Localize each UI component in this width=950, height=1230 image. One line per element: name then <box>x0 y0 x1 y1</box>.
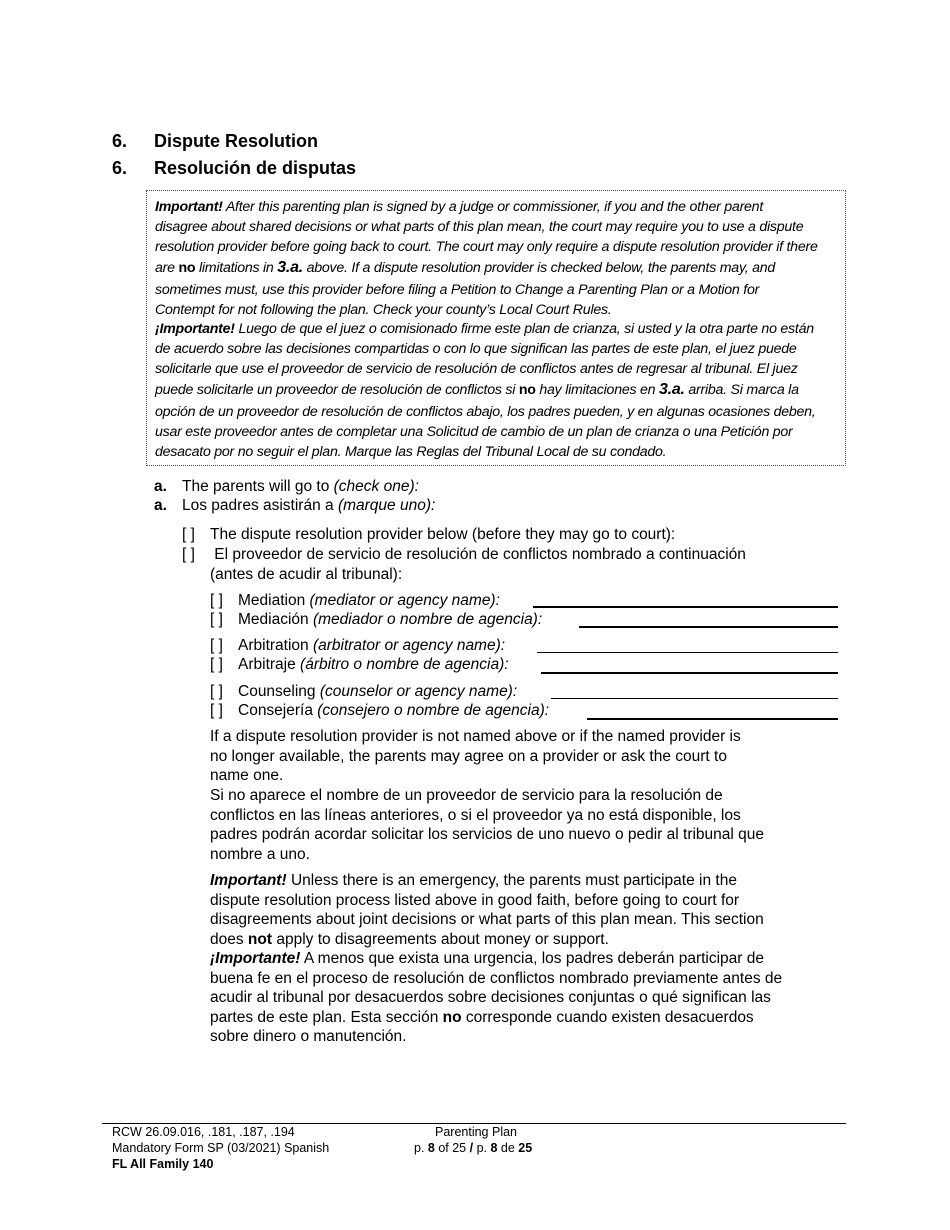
notice-line: resolution provider before going back to court. The court may only require a dispute resolution provider if there <box>155 239 818 255</box>
mediation-es: [ ] Mediación (mediador o nombre de agencia): <box>210 611 543 628</box>
section-number: 6. <box>112 158 128 178</box>
section-heading-es <box>112 157 356 179</box>
not-named-paragraph-es: Si no aparece el nombre de un proveedor de servicio para la resolución de conflictos en las líneas anteriores, o si el proveedor ya no está disponible, los padres podrán acordar solicitar los servicios de uno nuevo o pedir al tribunal que nombre a uno. <box>210 787 765 863</box>
mediation-name-field-es[interactable] <box>579 626 838 628</box>
not-named-paragraph-en: If a dispute resolution provider is not named above or if the named provider is no longer available, the parents may agree on a provider or ask the court to name one. <box>210 728 741 785</box>
notice-line: Contempt for not following the plan. Check your county’s Local Court Rules. <box>155 302 612 318</box>
important-paragraph-en: Important! Unless there is an emergency, the parents must participate in the dispute resolution process listed above in good faith, before going to court for disagreements about joint decisions or what parts of this plan mean. This section does not apply to disagreements about money or support. <box>210 872 764 948</box>
section-reference: 3.a. <box>277 259 303 276</box>
notice-line: de acuerdo sobre las decisiones compartidas o con lo que significan las partes de este plan, el juez puede <box>155 341 797 357</box>
checkbox-icon: [ ] <box>182 546 195 563</box>
counseling-checkbox[interactable]: [ ] Counseling (counselor or agency name): <box>210 683 518 700</box>
checkbox-icon: [ ] <box>210 702 223 719</box>
notice-line: opción de un proveedor de resolución de conflictos abajo, los padres pueden, y en algunas ocasiones deben, <box>155 404 816 420</box>
item-a-en: a. The parents will go to (check one): <box>154 478 419 495</box>
checkbox-icon: [ ] <box>210 592 223 609</box>
notice-line: disagree about shared decisions or what parts of this plan mean, the court may require you to use a dispute <box>155 219 804 235</box>
notice-line: solicitarle que use el proveedor de servicio de resolución de conflictos antes de regresar al tribunal. El juez <box>155 361 798 377</box>
arbitration-es: [ ] Arbitraje (árbitro o nombre de agencia): <box>210 656 509 673</box>
counseling-name-field[interactable] <box>551 698 838 699</box>
arbitration-name-field-es[interactable] <box>541 672 838 674</box>
checkbox-icon: [ ] <box>210 611 223 628</box>
footer-page-number: p. 8 of 25 / p. 8 de 25 <box>414 1141 533 1155</box>
counseling-es: [ ] Consejería (consejero o nombre de agencia): <box>210 702 550 719</box>
important-notice-box <box>146 190 846 466</box>
item-a-es: a. Los padres asistirán a (marque uno): <box>154 497 436 514</box>
checkbox-icon: [ ] <box>182 526 195 543</box>
footer-form: Mandatory Form SP (03/2021) Spanish <box>112 1141 330 1155</box>
notice-line: desacato por no seguir el plan. Marque las Reglas del Tribunal Local de su condado. <box>155 444 667 460</box>
checkbox-icon: [ ] <box>210 656 223 673</box>
section-title: Resolución de disputas <box>154 158 357 178</box>
mediation-checkbox[interactable]: [ ] Mediation (mediator or agency name): <box>210 592 500 609</box>
footer-code: FL All Family 140 <box>112 1157 214 1171</box>
section-heading-en <box>112 130 318 152</box>
notice-line: ¡Importante! Luego de que el juez o comisionado firme este plan de crianza, si usted y la otra parte no están <box>155 321 814 337</box>
notice-line: usar este proveedor antes de completar una Solicitud de cambio de un plan de crianza o una Petición por <box>155 424 793 440</box>
checkbox-icon: [ ] <box>210 683 223 700</box>
counseling-name-field-es[interactable] <box>587 718 838 720</box>
important-paragraph-es: ¡Importante! A menos que exista una urgencia, los padres deberán participar de buena fe en el proceso de resolución de conflictos nombrado previamente antes de acudir al tribunal por desacuerdos sobre decisiones conjuntas o qué significan las partes de este plan. Esta sección no corresponde cuando existen desacuerdos sobre dinero o manutención. <box>210 950 783 1046</box>
provider-option-checkbox[interactable]: [ ] The dispute resolution provider below (before they may go to court): <box>182 526 676 543</box>
mediation-name-field[interactable] <box>533 606 838 608</box>
notice-line: sometimes must, use this provider before filing a Petition to Change a Parenting Plan or a Motion for <box>155 282 760 298</box>
provider-option-es-cont: (antes de acudir al tribunal): <box>210 566 403 583</box>
footer-doc-title: Parenting Plan <box>435 1125 518 1139</box>
arbitration-name-field[interactable] <box>537 652 838 653</box>
arbitration-checkbox[interactable]: [ ] Arbitration (arbitrator or agency name): <box>210 637 506 654</box>
checkbox-icon: [ ] <box>210 637 223 654</box>
section-title: Dispute Resolution <box>154 131 319 151</box>
notice-line: Important! After this parenting plan is signed by a judge or commissioner, if you and the other parent <box>155 199 764 215</box>
section-reference: 3.a. <box>658 381 685 398</box>
notice-line: are no limitations in 3.a. above. If a dispute resolution provider is checked below, the parents may, and <box>155 259 776 276</box>
section-number: 6. <box>112 131 128 151</box>
notice-line: puede solicitarle un proveedor de resolución de conflictos si no hay limitaciones en 3.a. arriba. Si marca la <box>155 381 799 398</box>
provider-option-es: [ ] El proveedor de servicio de resolución de conflictos nombrado a continuación <box>182 546 746 563</box>
footer-rcw: RCW 26.09.016, .181, .187, .194 <box>112 1125 295 1139</box>
